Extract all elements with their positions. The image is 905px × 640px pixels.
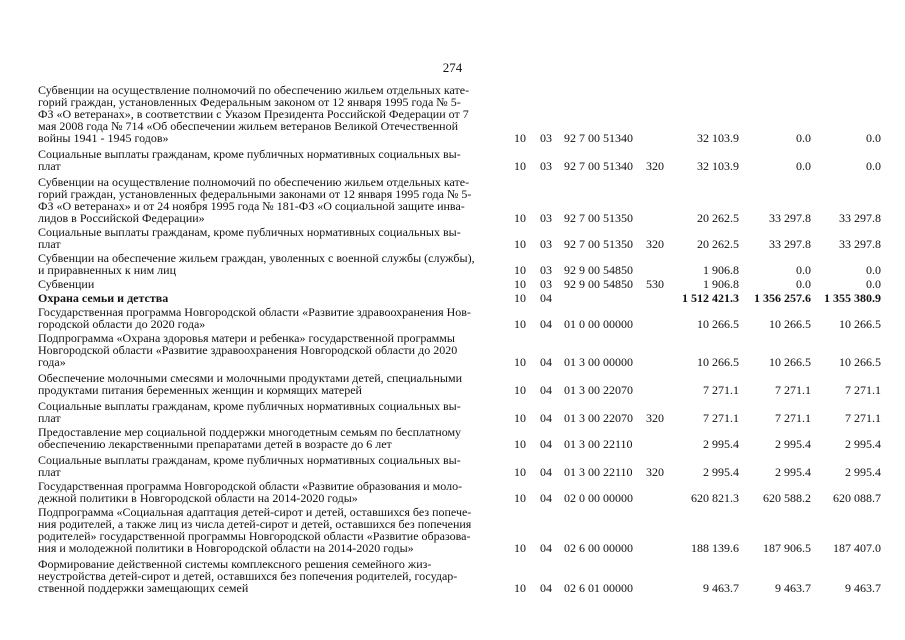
- amount-year-1: 620 821.3: [691, 491, 739, 505]
- table-row: [38, 506, 883, 554]
- amount-year-2: 10 266.5: [769, 355, 811, 369]
- section-code: 10: [514, 317, 526, 331]
- row-name: Предоставление мер социальной поддержки многодетным семьям по бесплатному обеспечению лекарственными препаратами детей в возрасте до 6 лет: [38, 425, 462, 451]
- subsection-code: 03: [540, 131, 552, 145]
- row-name: Субвенции на осуществление полномочий по обеспечению жильем отдельных кате- горий граждан, установленных Федеральным законом от 12 января 1995 года № 5- ФЗ «О ветеранах», в соответствии с Указом Президента Российской Федерации от 7 мая 2008 года № 714 «Об обеспечении жильем ветеранов Великой Отечественной войны 1941 - 1945 годов»: [38, 83, 470, 145]
- amount-year-1: 1 906.8: [703, 263, 739, 277]
- table-row: [38, 176, 883, 224]
- subsection-code: 04: [540, 581, 552, 595]
- subsection-code: 04: [540, 317, 552, 331]
- target-article-code: 92 7 00 51350: [564, 211, 633, 225]
- amount-year-3: 2 995.4: [845, 465, 881, 479]
- table-row: [38, 372, 883, 396]
- amount-year-3: 33 297.8: [839, 211, 881, 225]
- row-name: Социальные выплаты гражданам, кроме публичных нормативных социальных вы- плат: [38, 225, 461, 251]
- amount-year-2: 0.0: [796, 277, 811, 291]
- amount-year-3: 7 271.1: [845, 383, 881, 397]
- amount-year-1: 20 262.5: [697, 237, 739, 251]
- amount-year-2: 187 906.5: [763, 541, 811, 555]
- expense-type-code: 320: [646, 237, 664, 251]
- amount-year-3: 9 463.7: [845, 581, 881, 595]
- table-row: [38, 306, 883, 330]
- amount-year-1: 10 266.5: [697, 317, 739, 331]
- amount-year-1: 32 103.9: [697, 131, 739, 145]
- amount-year-2: 0.0: [796, 263, 811, 277]
- table-row: [38, 226, 883, 250]
- subsection-code: 03: [540, 263, 552, 277]
- subsection-code: 04: [540, 411, 552, 425]
- table-row: [38, 332, 883, 368]
- row-name: Формирование действенной системы комплексного решения семейного жиз- неустройства детей-сирот и детей, оставшихся без попечения родителей, государ- ственной поддержки замещающих семей: [38, 557, 458, 595]
- amount-year-2: 0.0: [796, 159, 811, 173]
- table-row: [38, 400, 883, 424]
- amount-year-1: 1 906.8: [703, 277, 739, 291]
- section-code: 10: [514, 541, 526, 555]
- amount-year-3: 10 266.5: [839, 355, 881, 369]
- amount-year-2: 7 271.1: [775, 411, 811, 425]
- row-name: Субвенции на осуществление полномочий по обеспечению жильем отдельных кате- горий граждан, установленных федеральными законами от 12 января 1995 года № 5- ФЗ «О ветеранах» и от 24 ноября 1995 года № 181-ФЗ «О социальной защите инва- лидов в Российской Федерации»: [38, 175, 472, 225]
- amount-year-1: 1 512 421.3: [682, 291, 739, 305]
- amount-year-2: 0.0: [796, 131, 811, 145]
- section-code: 10: [514, 237, 526, 251]
- target-article-code: 01 3 00 22110: [564, 437, 633, 451]
- table-row: [38, 252, 883, 276]
- amount-year-1: 9 463.7: [703, 581, 739, 595]
- target-article-code: 01 3 00 00000: [564, 355, 633, 369]
- expense-type-code: 320: [646, 465, 664, 479]
- target-article-code: 02 6 00 00000: [564, 541, 633, 555]
- subsection-code: 03: [540, 277, 552, 291]
- table-row: [38, 292, 883, 304]
- table-row: [38, 84, 883, 144]
- amount-year-3: 7 271.1: [845, 411, 881, 425]
- table-row: [38, 480, 883, 504]
- amount-year-1: 7 271.1: [703, 383, 739, 397]
- section-code: 10: [514, 465, 526, 479]
- amount-year-2: 9 463.7: [775, 581, 811, 595]
- row-name: Подпрограмма «Охрана здоровья матери и ребенка» государственной программы Новгородской области «Развитие здравоохранения Новгородской области до 2020 года»: [38, 331, 458, 369]
- row-name: Субвенции на обеспечение жильем граждан, уволенных с военной службы (службы), и приравненных к ним лиц: [38, 251, 475, 277]
- row-name: Подпрограмма «Социальная адаптация детей-сирот и детей, оставшихся без попече- ния родителей, а также лиц из числа детей-сирот и детей, оставшихся без попечения родителей» государственной программы Новгородской области «Развитие образова- ния и молодежной политики в Новгородской области на 2014-2020 годы»: [38, 505, 472, 555]
- amount-year-3: 33 297.8: [839, 237, 881, 251]
- target-article-code: 02 0 00 00000: [564, 491, 633, 505]
- subsection-code: 03: [540, 211, 552, 225]
- amount-year-3: 0.0: [866, 277, 881, 291]
- section-code: 10: [514, 263, 526, 277]
- amount-year-3: 1 355 380.9: [824, 291, 881, 305]
- amount-year-2: 2 995.4: [775, 437, 811, 451]
- section-code: 10: [514, 581, 526, 595]
- amount-year-2: 33 297.8: [769, 237, 811, 251]
- subsection-code: 04: [540, 291, 552, 305]
- section-code: 10: [514, 491, 526, 505]
- table-row: [38, 426, 883, 450]
- amount-year-3: 0.0: [866, 159, 881, 173]
- section-code: 10: [514, 159, 526, 173]
- amount-year-2: 10 266.5: [769, 317, 811, 331]
- target-article-code: 92 7 00 51340: [564, 131, 633, 145]
- amount-year-3: 187 407.0: [833, 541, 881, 555]
- target-article-code: 92 7 00 51340: [564, 159, 633, 173]
- target-article-code: 92 7 00 51350: [564, 237, 633, 251]
- subsection-code: 04: [540, 383, 552, 397]
- target-article-code: 01 3 00 22070: [564, 383, 633, 397]
- amount-year-2: 1 356 257.6: [754, 291, 811, 305]
- row-name: Охрана семьи и детства: [38, 291, 169, 305]
- subsection-code: 04: [540, 541, 552, 555]
- amount-year-3: 0.0: [866, 263, 881, 277]
- section-code: 10: [514, 211, 526, 225]
- amount-year-2: 620 588.2: [763, 491, 811, 505]
- amount-year-3: 2 995.4: [845, 437, 881, 451]
- amount-year-2: 33 297.8: [769, 211, 811, 225]
- expense-type-code: 320: [646, 411, 664, 425]
- row-name: Государственная программа Новгородской области «Развитие здравоохранения Нов- городской области до 2020 года»: [38, 305, 471, 331]
- table-row: [38, 558, 883, 594]
- target-article-code: 02 6 01 00000: [564, 581, 633, 595]
- row-name: Социальные выплаты гражданам, кроме публичных нормативных социальных вы- плат: [38, 147, 461, 173]
- amount-year-1: 2 995.4: [703, 437, 739, 451]
- target-article-code: 01 3 00 22110: [564, 465, 633, 479]
- target-article-code: 01 0 00 00000: [564, 317, 633, 331]
- amount-year-2: 7 271.1: [775, 383, 811, 397]
- amount-year-3: 0.0: [866, 131, 881, 145]
- row-name: Субвенции: [38, 277, 95, 291]
- table-row: [38, 148, 883, 172]
- section-code: 10: [514, 291, 526, 305]
- amount-year-1: 10 266.5: [697, 355, 739, 369]
- amount-year-1: 2 995.4: [703, 465, 739, 479]
- amount-year-3: 620 088.7: [833, 491, 881, 505]
- subsection-code: 03: [540, 237, 552, 251]
- target-article-code: 01 3 00 22070: [564, 411, 633, 425]
- subsection-code: 03: [540, 159, 552, 173]
- table-row: [38, 278, 883, 290]
- table-row: [38, 454, 883, 478]
- row-name: Социальные выплаты гражданам, кроме публичных нормативных социальных вы- плат: [38, 399, 461, 425]
- subsection-code: 04: [540, 355, 552, 369]
- section-code: 10: [514, 411, 526, 425]
- amount-year-2: 2 995.4: [775, 465, 811, 479]
- amount-year-1: 188 139.6: [691, 541, 739, 555]
- target-article-code: 92 9 00 54850: [564, 277, 633, 291]
- expense-type-code: 320: [646, 159, 664, 173]
- amount-year-1: 7 271.1: [703, 411, 739, 425]
- section-code: 10: [514, 383, 526, 397]
- row-name: Государственная программа Новгородской области «Развитие образования и моло- дежной политики в Новгородской области на 2014-2020 годы»: [38, 479, 463, 505]
- subsection-code: 04: [540, 491, 552, 505]
- subsection-code: 04: [540, 465, 552, 479]
- section-code: 10: [514, 277, 526, 291]
- page-number: 274: [442, 60, 463, 75]
- row-name: Социальные выплаты гражданам, кроме публичных нормативных социальных вы- плат: [38, 453, 461, 479]
- expense-type-code: 530: [646, 277, 664, 291]
- amount-year-1: 32 103.9: [697, 159, 739, 173]
- section-code: 10: [514, 131, 526, 145]
- subsection-code: 04: [540, 437, 552, 451]
- row-name: Обеспечение молочными смесями и молочными продуктами детей, специальными продуктами питания беременных женщин и кормящих матерей: [38, 371, 462, 397]
- amount-year-3: 10 266.5: [839, 317, 881, 331]
- amount-year-1: 20 262.5: [697, 211, 739, 225]
- section-code: 10: [514, 437, 526, 451]
- target-article-code: 92 9 00 54850: [564, 263, 633, 277]
- section-code: 10: [514, 355, 526, 369]
